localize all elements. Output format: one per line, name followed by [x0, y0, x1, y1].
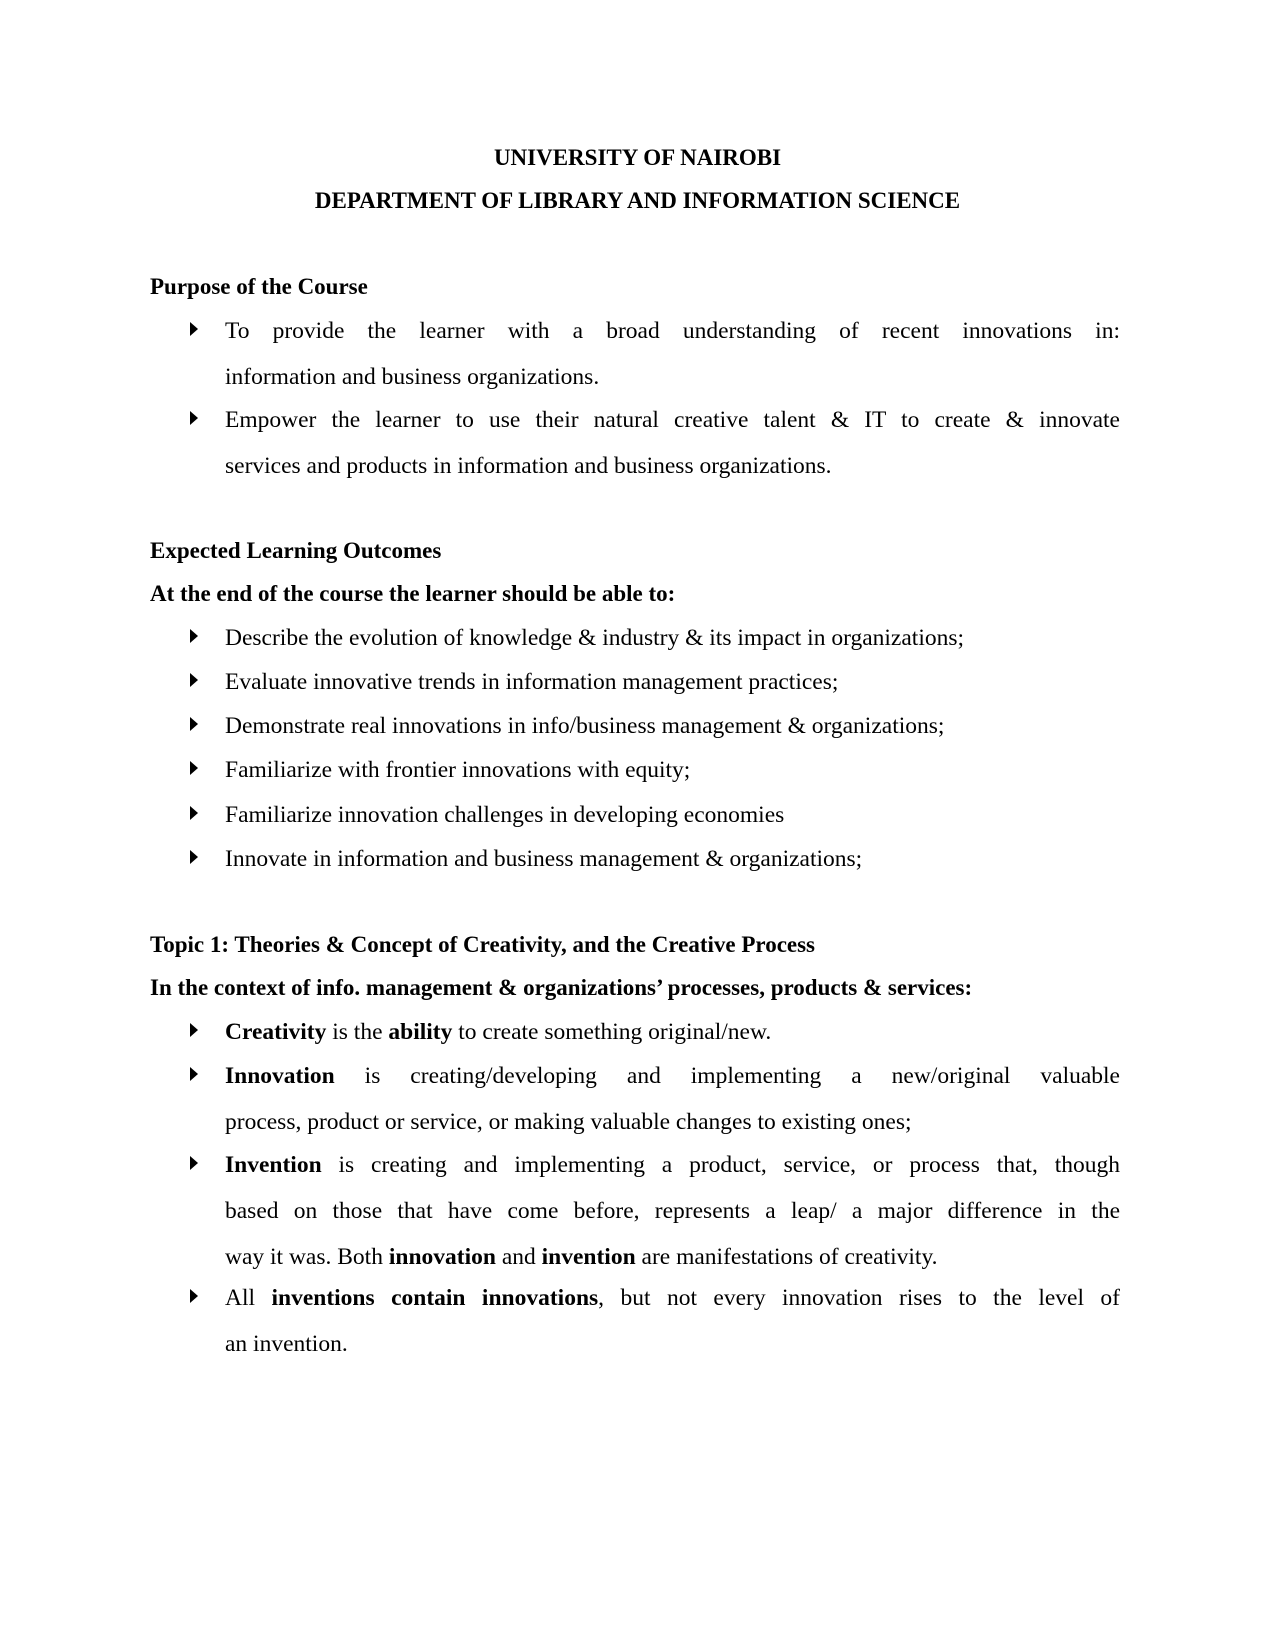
- outcome-item-text: Familiarize with frontier innovations with equity;: [225, 757, 691, 783]
- bullet-arrow-icon: [190, 1067, 198, 1081]
- purpose-item-line: services and products in information and business organizations.: [225, 453, 832, 479]
- outcome-item-text: Evaluate innovative trends in information management practices;: [225, 669, 839, 695]
- bullet-arrow-icon: [190, 717, 198, 731]
- bullet-arrow-icon: [190, 1156, 198, 1170]
- purpose-item-line: To provide the learner with a broad understanding of recent innovations in:: [225, 318, 1120, 344]
- purpose-heading: Purpose of the Course: [150, 274, 368, 299]
- term-innovation: Innovation: [225, 1063, 335, 1089]
- term-ability: ability: [388, 1019, 453, 1045]
- outcome-item-text: Familiarize innovation challenges in developing economies: [225, 802, 785, 828]
- document-page: UNIVERSITY OF NAIROBI DEPARTMENT OF LIBRARY AND INFORMATION SCIENCE Purpose of the Course To provide the learner with a broad understanding of recent innovations in: information and business organizations. Empower the learner to use their natural creative talent & IT to create & innovate services and products in information and business organizations. Expected Learning Outcomes At the end of the course the learner should be able to: Describe the evolution of knowledge & industry & its impact in organizations; Evaluate innovative trends in information management practices; Demonstrate real innovations in info/business management & organizations; Familiarize with frontier innovations with equity; Familiarize innovation challenges in developing economies Innovate in information and business management & organizations; Topic 1: Theories & Concept of Creativity, and the Creative Process In the context of info. management & organizations’ processes, products & services: Creativity is the ability to create something original/new. Innovation is creating/developing and implementing a new/original valuable process, product or service, or making valuable changes to existing ones; Invention is creating and implementing a product, service, or process that, though based on those that have come before, represents a leap/ a major difference in the way it was. Both innovation and invention are manifestations of creativity. All inventions contain innovations, but not every innovation rises to the level of an invention.: [0, 0, 1275, 1650]
- outcomes-heading: Expected Learning Outcomes: [150, 538, 442, 563]
- bullet-arrow-icon: [190, 1289, 198, 1303]
- bullet-arrow-icon: [190, 629, 198, 643]
- term-inventions-contain-innovations: inventions contain innovations: [271, 1285, 599, 1311]
- bullet-arrow-icon: [190, 1023, 198, 1037]
- purpose-item-line: information and business organizations.: [225, 364, 600, 390]
- outcomes-subheading: At the end of the course the learner should be able to:: [150, 581, 676, 606]
- bullet-arrow-icon: [190, 806, 198, 820]
- purpose-item-line: Empower the learner to use their natural creative talent & IT to create & innovate: [225, 407, 1120, 433]
- university-title: UNIVERSITY OF NAIROBI: [493, 145, 782, 170]
- outcome-item-text: Demonstrate real innovations in info/business management & organizations;: [225, 713, 945, 739]
- topic-heading: Topic 1: Theories & Concept of Creativity, and the Creative Process: [150, 932, 816, 957]
- term-invention: Invention: [225, 1152, 322, 1178]
- term-creativity: Creativity: [225, 1019, 327, 1045]
- bullet-arrow-icon: [190, 673, 198, 687]
- topic-subheading: In the context of info. management & organizations’ processes, products & services:: [150, 975, 973, 1000]
- bullet-arrow-icon: [190, 761, 198, 775]
- bullet-arrow-icon: [190, 322, 198, 336]
- outcome-item-text: Innovate in information and business management & organizations;: [225, 846, 863, 872]
- outcome-item-text: Describe the evolution of knowledge & industry & its impact in organizations;: [225, 625, 965, 651]
- bullet-arrow-icon: [190, 411, 198, 425]
- bullet-arrow-icon: [190, 850, 198, 864]
- department-title: DEPARTMENT OF LIBRARY AND INFORMATION SCIENCE: [314, 188, 961, 213]
